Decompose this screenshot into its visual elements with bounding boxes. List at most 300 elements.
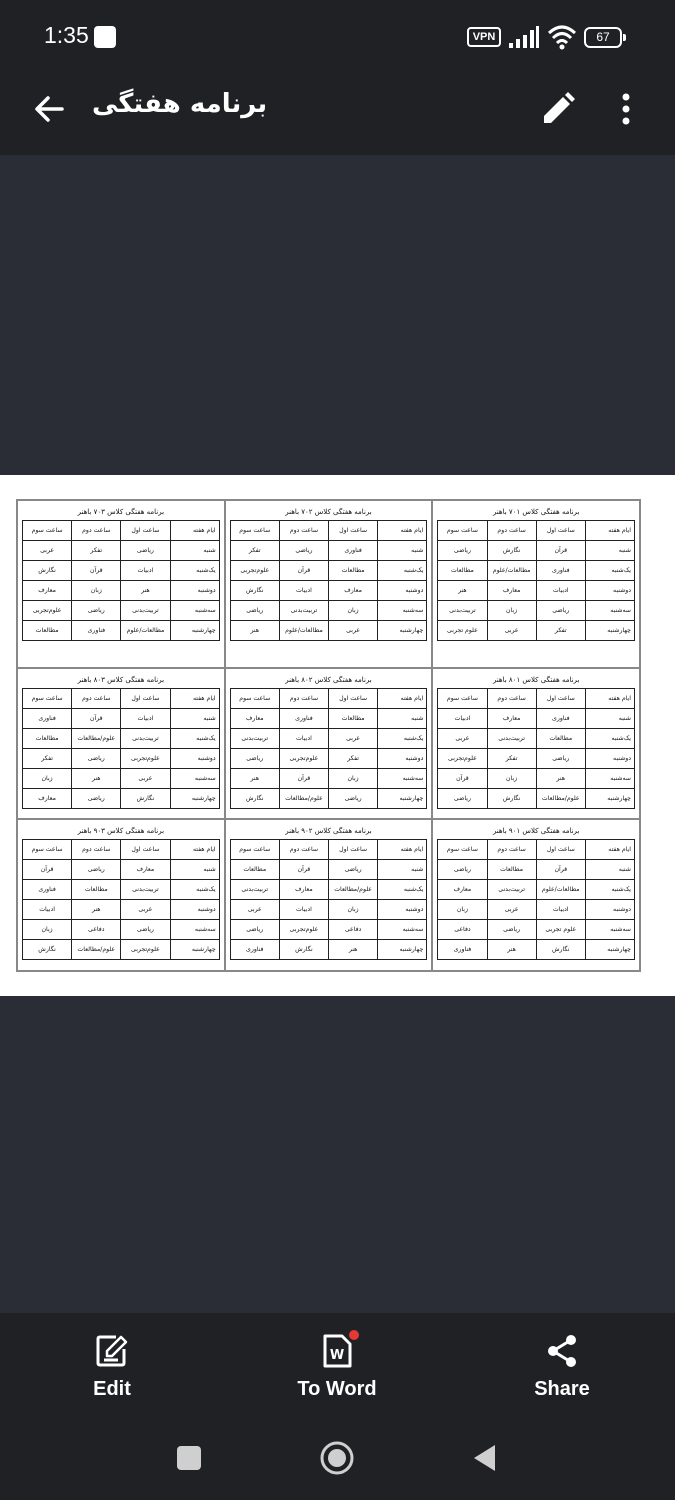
table-cell: علوم‌تجربی <box>230 561 279 581</box>
table-cell: فناوری <box>536 561 585 581</box>
table-row <box>230 749 427 769</box>
table-header-cell: ساعت دوم <box>487 521 536 541</box>
table-cell: دوشنبه <box>585 581 634 601</box>
table-cell: هنر <box>72 769 121 789</box>
table-cell: مطالعات <box>23 621 72 641</box>
edit-document-icon <box>94 1333 130 1369</box>
table-row <box>230 621 427 641</box>
table-cell: تفکر <box>487 749 536 769</box>
table-cell: مطالعات <box>23 729 72 749</box>
table-cell: ادبیات <box>438 709 487 729</box>
table-row <box>23 541 220 561</box>
table-header-cell: ساعت دوم <box>72 689 121 709</box>
table-cell: علوم/مطالعات <box>329 880 378 900</box>
share-button[interactable] <box>487 1313 637 1418</box>
table-cell: یک‌شنبه <box>378 561 427 581</box>
table-cell: ادبیات <box>121 561 170 581</box>
back-arrow-icon <box>28 87 72 131</box>
table-cell: دفاعی <box>72 920 121 940</box>
table-header-row <box>438 840 635 860</box>
schedule-panel <box>17 819 225 971</box>
table-cell: دوشنبه <box>170 749 219 769</box>
table-cell: عربی <box>121 900 170 920</box>
share-label: Share <box>534 1378 590 1400</box>
table-row <box>438 749 635 769</box>
panel-title: برنامه هفتگی کلاس ۷۰۲ باهنر <box>285 508 372 516</box>
table-row <box>23 729 220 749</box>
table-header-cell: ساعت اول <box>121 521 170 541</box>
table-cell: ریاضی <box>230 601 279 621</box>
table-row <box>230 940 427 960</box>
table-cell: علوم تجربی <box>438 621 487 641</box>
table-cell: سه‌شنبه <box>585 920 634 940</box>
table-header-cell: ساعت اول <box>121 689 170 709</box>
table-cell: دفاعی <box>329 920 378 940</box>
table-cell: مطالعات <box>536 729 585 749</box>
table-cell: ادبیات <box>279 729 328 749</box>
table-header-cell: ایام هفته <box>585 840 634 860</box>
table-cell: ریاضی <box>72 789 121 809</box>
table-cell: معارف <box>23 581 72 601</box>
table-header-cell: ساعت سوم <box>23 840 72 860</box>
recents-button[interactable] <box>171 1440 207 1476</box>
table-header-cell: ساعت سوم <box>230 521 279 541</box>
table-header-cell: ساعت دوم <box>487 840 536 860</box>
table-cell: معارف <box>230 709 279 729</box>
table-cell: زبان <box>72 581 121 601</box>
table-cell: تربیت‌بدنی <box>279 601 328 621</box>
table-cell: عربی <box>329 729 378 749</box>
table-cell: تربیت‌بدنی <box>121 729 170 749</box>
table-cell: یک‌شنبه <box>585 561 634 581</box>
table-cell: علوم‌تجربی <box>279 749 328 769</box>
table-cell: عربی <box>438 729 487 749</box>
table-row <box>230 900 427 920</box>
table-cell: سه‌شنبه <box>170 769 219 789</box>
table-cell: هنر <box>72 900 121 920</box>
table-cell: فناوری <box>329 541 378 561</box>
table-header-cell: ساعت سوم <box>23 689 72 709</box>
table-cell: یک‌شنبه <box>170 561 219 581</box>
app-bar <box>0 75 675 155</box>
table-cell: شنبه <box>170 541 219 561</box>
table-header-cell: ساعت اول <box>329 840 378 860</box>
table-cell: عربی <box>230 900 279 920</box>
notification-icon <box>94 26 116 48</box>
schedule-table <box>230 839 428 960</box>
schedule-panel <box>432 819 640 971</box>
table-cell: فناوری <box>23 880 72 900</box>
table-header-cell: ساعت سوم <box>438 521 487 541</box>
svg-text:W: W <box>329 1348 345 1363</box>
table-cell: ریاضی <box>438 860 487 880</box>
table-cell: نگارش <box>23 561 72 581</box>
table-cell: چهارشنبه <box>585 940 634 960</box>
table-cell: نگارش <box>279 940 328 960</box>
signal-icon <box>508 26 540 48</box>
table-cell: معارف <box>329 581 378 601</box>
table-header-row <box>438 521 635 541</box>
table-row <box>438 769 635 789</box>
table-cell: دوشنبه <box>378 749 427 769</box>
table-header-cell: ساعت اول <box>536 840 585 860</box>
table-cell: ریاضی <box>121 920 170 940</box>
table-cell: قرآن <box>72 709 121 729</box>
table-cell: دوشنبه <box>378 581 427 601</box>
table-header-cell: ایام هفته <box>585 689 634 709</box>
table-cell: زبان <box>23 920 72 940</box>
table-row <box>23 601 220 621</box>
table-header-row <box>230 689 427 709</box>
schedule-grid <box>16 499 641 972</box>
table-cell: معارف <box>23 789 72 809</box>
schedule-panel <box>17 668 225 819</box>
table-cell: تربیت‌بدنی <box>487 880 536 900</box>
panel-title: برنامه هفتگی کلاس ۹۰۲ باهنر <box>285 827 372 835</box>
table-cell: قرآن <box>279 769 328 789</box>
table-cell: تربیت‌بدنی <box>121 880 170 900</box>
table-cell: ریاضی <box>438 789 487 809</box>
status-bar <box>0 0 675 75</box>
schedule-table <box>22 688 220 809</box>
table-header-cell: ساعت دوم <box>279 689 328 709</box>
system-nav-bar <box>0 1418 675 1500</box>
table-cell: عربی <box>487 900 536 920</box>
table-cell: چهارشنبه <box>585 789 634 809</box>
table-cell: ریاضی <box>230 749 279 769</box>
table-cell: دوشنبه <box>170 900 219 920</box>
table-cell: تفکر <box>536 621 585 641</box>
table-cell: مطالعات <box>438 561 487 581</box>
table-cell: شنبه <box>170 860 219 880</box>
table-row <box>230 541 427 561</box>
table-cell: هنر <box>536 769 585 789</box>
schedule-panel <box>225 819 433 971</box>
table-cell: علوم/مطالعات <box>536 789 585 809</box>
table-row <box>230 709 427 729</box>
table-cell: معارف <box>279 880 328 900</box>
table-cell: فناوری <box>279 709 328 729</box>
table-header-cell: ایام هفته <box>378 689 427 709</box>
schedule-panel <box>225 668 433 819</box>
table-cell: چهارشنبه <box>170 621 219 641</box>
table-cell: تربیت‌بدنی <box>121 601 170 621</box>
table-cell: مطالعات <box>487 860 536 880</box>
schedule-table <box>230 520 428 641</box>
table-row <box>230 729 427 749</box>
table-cell: علوم‌تجربی <box>279 920 328 940</box>
table-cell: هنر <box>487 940 536 960</box>
table-row <box>23 581 220 601</box>
table-cell: قرآن <box>279 860 328 880</box>
table-cell: دوشنبه <box>378 900 427 920</box>
table-cell: عربی <box>487 621 536 641</box>
back-nav-button[interactable] <box>467 1440 503 1476</box>
table-cell: زبان <box>329 900 378 920</box>
panel-title: برنامه هفتگی کلاس ۹۰۱ باهنر <box>492 827 580 835</box>
table-row <box>23 709 220 729</box>
table-cell: معارف <box>487 581 536 601</box>
home-button[interactable] <box>319 1440 355 1476</box>
table-cell: قرآن <box>72 561 121 581</box>
table-cell: تربیت‌بدنی <box>487 729 536 749</box>
table-cell: ریاضی <box>121 541 170 561</box>
table-cell: سه‌شنبه <box>378 920 427 940</box>
table-cell: تفکر <box>230 541 279 561</box>
table-cell: قرآن <box>279 561 328 581</box>
table-cell: تفکر <box>329 749 378 769</box>
table-cell: ریاضی <box>72 860 121 880</box>
table-cell: عربی <box>121 769 170 789</box>
back-button[interactable] <box>28 87 72 131</box>
table-cell: ریاضی <box>72 601 121 621</box>
table-header-cell: ساعت اول <box>536 689 585 709</box>
table-cell: علوم/مطالعات <box>72 729 121 749</box>
table-cell: علوم‌تجربی <box>121 940 170 960</box>
table-cell: قرآن <box>23 860 72 880</box>
table-cell: دفاعی <box>438 920 487 940</box>
table-row <box>230 860 427 880</box>
table-cell: زبان <box>23 769 72 789</box>
table-header-row <box>23 689 220 709</box>
table-cell: نگارش <box>487 789 536 809</box>
table-cell: ریاضی <box>72 749 121 769</box>
table-cell: ریاضی <box>329 789 378 809</box>
table-cell: معارف <box>438 880 487 900</box>
table-cell: سه‌شنبه <box>170 920 219 940</box>
schedule-panel <box>432 668 640 819</box>
schedule-table <box>230 688 428 809</box>
battery-level: 67 <box>584 27 622 48</box>
schedule-panel <box>17 500 225 668</box>
table-header-cell: ساعت اول <box>329 689 378 709</box>
table-header-cell: ساعت سوم <box>230 840 279 860</box>
table-row <box>438 561 635 581</box>
table-cell: زبان <box>329 769 378 789</box>
schedule-table <box>437 520 635 641</box>
table-row <box>438 581 635 601</box>
page-title: برنامه هفتگی <box>92 89 268 119</box>
table-cell: شنبه <box>378 709 427 729</box>
table-cell: سه‌شنبه <box>585 769 634 789</box>
table-row <box>438 789 635 809</box>
table-cell: فناوری <box>23 709 72 729</box>
table-cell: معارف <box>487 709 536 729</box>
table-cell: یک‌شنبه <box>378 880 427 900</box>
table-cell: نگارش <box>230 581 279 601</box>
table-cell: هنر <box>230 769 279 789</box>
table-cell: سه‌شنبه <box>378 601 427 621</box>
table-row <box>230 789 427 809</box>
table-cell: دوشنبه <box>585 749 634 769</box>
table-cell: معارف <box>121 860 170 880</box>
table-cell: نگارش <box>23 940 72 960</box>
more-options-button[interactable] <box>604 87 648 131</box>
table-row <box>230 561 427 581</box>
table-cell: زبان <box>487 769 536 789</box>
share-icon <box>544 1333 580 1369</box>
table-row <box>230 581 427 601</box>
table-row <box>23 749 220 769</box>
to-word-label: To Word <box>297 1378 377 1400</box>
schedule-table <box>22 520 220 641</box>
table-cell: ادبیات <box>279 900 328 920</box>
back-triangle-icon <box>467 1440 503 1476</box>
table-header-cell: ساعت دوم <box>72 521 121 541</box>
table-cell: علوم/مطالعات <box>279 789 328 809</box>
table-cell: ادبیات <box>23 900 72 920</box>
table-row <box>438 541 635 561</box>
table-row <box>230 769 427 789</box>
table-cell: قرآن <box>438 769 487 789</box>
table-row <box>23 860 220 880</box>
table-cell: ادبیات <box>121 709 170 729</box>
table-cell: یک‌شنبه <box>585 880 634 900</box>
table-cell: نگارش <box>121 789 170 809</box>
table-cell: تفکر <box>72 541 121 561</box>
table-cell: فناوری <box>230 940 279 960</box>
table-row <box>23 940 220 960</box>
table-cell: یک‌شنبه <box>170 729 219 749</box>
table-row <box>230 601 427 621</box>
table-header-row <box>438 689 635 709</box>
table-row <box>23 880 220 900</box>
table-header-cell: ساعت سوم <box>230 689 279 709</box>
table-cell: ادبیات <box>536 581 585 601</box>
panel-title: برنامه هفتگی کلاس ۸۰۲ باهنر <box>285 676 372 684</box>
table-cell: مطالعات <box>329 709 378 729</box>
table-cell: ریاضی <box>536 749 585 769</box>
table-row <box>438 940 635 960</box>
edit-button[interactable] <box>37 1313 187 1418</box>
table-cell: دوشنبه <box>585 900 634 920</box>
table-row <box>438 900 635 920</box>
table-row <box>230 880 427 900</box>
table-cell: سه‌شنبه <box>378 769 427 789</box>
table-cell: قرآن <box>536 541 585 561</box>
table-cell: هنر <box>121 581 170 601</box>
status-time: 1:35 <box>44 22 89 48</box>
table-cell: چهارشنبه <box>378 789 427 809</box>
panel-title: برنامه هفتگی کلاس ۸۰۱ باهنر <box>492 676 580 684</box>
battery-icon <box>584 27 626 48</box>
table-cell: چهارشنبه <box>585 621 634 641</box>
panel-title: برنامه هفتگی کلاس ۸۰۳ باهنر <box>77 676 165 684</box>
schedule-table <box>437 688 635 809</box>
table-cell: علوم/مطالعات <box>72 940 121 960</box>
table-cell: عربی <box>329 621 378 641</box>
table-cell: یک‌شنبه <box>170 880 219 900</box>
table-header-cell: ساعت سوم <box>438 689 487 709</box>
panel-title: برنامه هفتگی کلاس ۷۰۱ باهنر <box>492 508 580 516</box>
table-row <box>230 920 427 940</box>
table-header-cell: ایام هفته <box>585 521 634 541</box>
document-page[interactable] <box>0 475 675 996</box>
table-cell: ادبیات <box>279 581 328 601</box>
table-cell: شنبه <box>585 860 634 880</box>
table-row <box>438 709 635 729</box>
table-cell: فناوری <box>72 621 121 641</box>
panel-title: برنامه هفتگی کلاس ۷۰۳ باهنر <box>77 508 165 516</box>
bottom-toolbar <box>0 1313 675 1418</box>
table-cell: شنبه <box>585 709 634 729</box>
table-cell: فناوری <box>438 940 487 960</box>
table-cell: چهارشنبه <box>170 789 219 809</box>
table-header-cell: ایام هفته <box>170 521 219 541</box>
table-row <box>23 621 220 641</box>
table-header-cell: ساعت اول <box>329 521 378 541</box>
table-cell: علوم تجربی <box>536 920 585 940</box>
table-header-cell: ساعت سوم <box>438 840 487 860</box>
more-vertical-icon <box>604 87 648 131</box>
table-cell: ریاضی <box>279 541 328 561</box>
table-cell: علوم‌تجربی <box>438 749 487 769</box>
table-header-cell: ایام هفته <box>170 840 219 860</box>
table-cell: علوم‌تجربی <box>121 749 170 769</box>
table-cell: چهارشنبه <box>170 940 219 960</box>
table-cell: زبان <box>438 900 487 920</box>
table-row <box>438 860 635 880</box>
table-header-row <box>230 521 427 541</box>
table-cell: نگارش <box>487 541 536 561</box>
table-cell: مطالعات <box>72 880 121 900</box>
table-row <box>438 729 635 749</box>
table-cell: هنر <box>438 581 487 601</box>
table-header-cell: ساعت دوم <box>279 840 328 860</box>
table-cell: مطالعات/علوم <box>121 621 170 641</box>
table-cell: چهارشنبه <box>378 940 427 960</box>
table-header-cell: ایام هفته <box>170 689 219 709</box>
table-row <box>438 880 635 900</box>
table-row <box>438 621 635 641</box>
table-cell: مطالعات <box>230 860 279 880</box>
table-cell: تربیت‌بدنی <box>230 729 279 749</box>
table-cell: مطالعات/علوم <box>487 561 536 581</box>
table-header-cell: ساعت اول <box>536 521 585 541</box>
table-header-cell: ایام هفته <box>378 521 427 541</box>
table-cell: عربی <box>23 541 72 561</box>
table-cell: شنبه <box>585 541 634 561</box>
table-cell: ریاضی <box>230 920 279 940</box>
table-row <box>23 561 220 581</box>
table-cell: زبان <box>487 601 536 621</box>
table-row <box>438 920 635 940</box>
edit-pencil-button[interactable] <box>536 87 580 131</box>
table-cell: علوم‌تجربی <box>23 601 72 621</box>
table-cell: فناوری <box>536 709 585 729</box>
table-cell: تربیت‌بدنی <box>438 601 487 621</box>
table-cell: شنبه <box>378 860 427 880</box>
table-cell: نگارش <box>230 789 279 809</box>
schedule-panel <box>225 500 433 668</box>
table-header-row <box>23 521 220 541</box>
table-cell: یک‌شنبه <box>378 729 427 749</box>
schedule-table <box>437 839 635 960</box>
home-icon <box>319 1440 355 1476</box>
table-cell: تربیت‌بدنی <box>230 880 279 900</box>
recents-icon <box>171 1440 207 1476</box>
table-cell: نگارش <box>536 940 585 960</box>
table-header-cell: ساعت دوم <box>279 521 328 541</box>
table-row <box>23 920 220 940</box>
notification-dot <box>349 1330 359 1340</box>
schedule-table <box>22 839 220 960</box>
table-cell: ریاضی <box>487 920 536 940</box>
table-cell: دوشنبه <box>170 581 219 601</box>
to-word-button[interactable] <box>262 1313 412 1418</box>
panel-title: برنامه هفتگی کلاس ۹۰۳ باهنر <box>77 827 165 835</box>
pencil-icon <box>536 87 580 131</box>
